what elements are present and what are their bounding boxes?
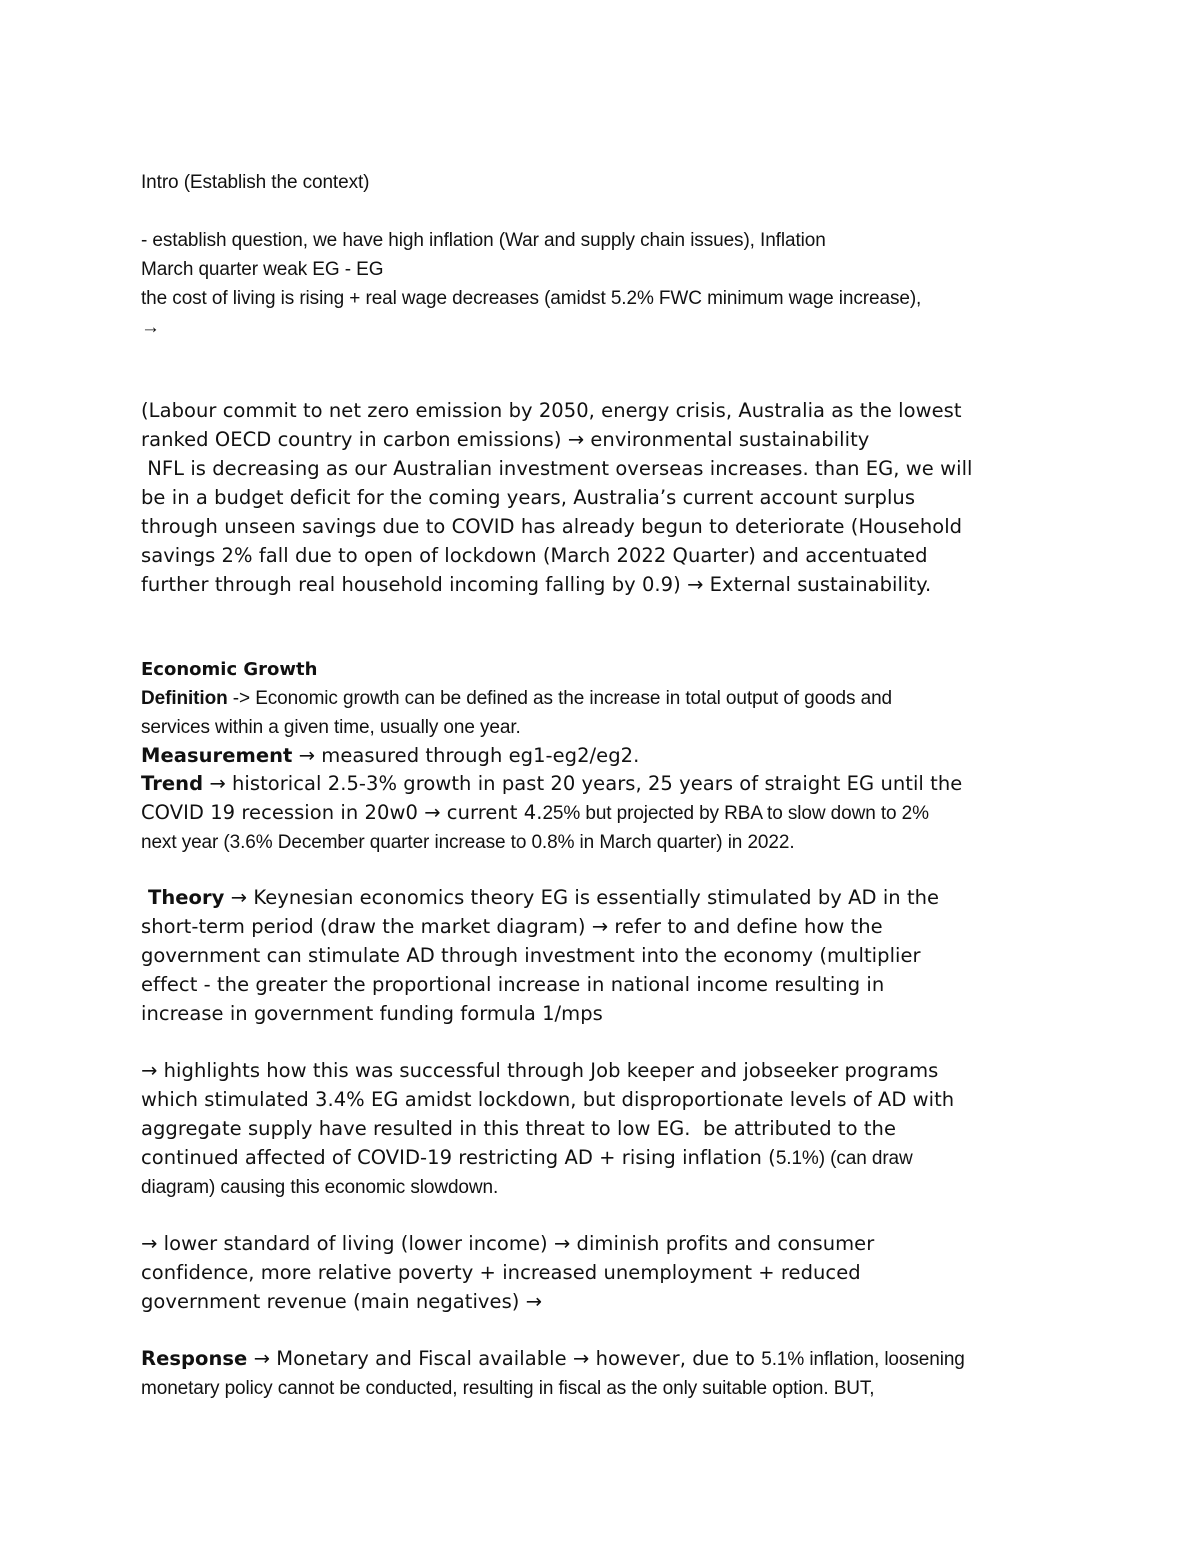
theory-paragraph: [141, 883, 1071, 1028]
context-line: NFL is decreasing as our Australian investment overseas increases. than EG, we will: [141, 457, 973, 480]
measurement-line: [141, 741, 1071, 770]
theory-line: effect - the greater the proportional increase in national income resulting in: [141, 973, 885, 996]
response-label: Response: [141, 1347, 248, 1370]
trend-line: [141, 798, 1071, 828]
measurement-label: Measurement: [141, 744, 293, 767]
theory-line: government can stimulate AD through investment into the economy (multiplier: [141, 944, 921, 967]
economic-growth-section: [141, 655, 1071, 684]
success-line: diagram) causing this economic slowdown.: [141, 1177, 499, 1198]
trend-line: [141, 769, 1071, 798]
response-text: → Monetary and Fiscal available → however, due to: [247, 1347, 762, 1370]
context-line: (Labour commit to net zero emission by 2050, energy crisis, Australia as the lowest: [141, 399, 962, 422]
context-paragraph: [141, 396, 1071, 599]
context-line: savings 2% fall due to open of lockdown (March 2022 Quarter) and accentuated: [141, 544, 928, 567]
impact-line: government revenue (main negatives) →: [141, 1290, 543, 1313]
success-paragraph: [141, 1056, 1071, 1202]
measurement-text: → measured through eg1-eg2/eg2.: [292, 744, 640, 767]
theory-line: increase in government funding formula 1/mps: [141, 1002, 603, 1025]
intro-arrow-line: →: [141, 317, 160, 338]
response-line: [141, 1344, 1071, 1374]
intro-line: - establish question, we have high inflation (War and supply chain issues), Inflation: [141, 230, 826, 251]
intro-body: [141, 226, 1071, 342]
success-line: [141, 1143, 1071, 1173]
success-line: aggregate supply have resulted in this threat to low EG. be attributed to the: [141, 1117, 896, 1140]
success-text: continued affected of COVID-19 restricting AD + rising inflation (: [141, 1146, 776, 1169]
theory-text: → Keynesian economics theory EG is essentially stimulated by AD in the: [224, 886, 940, 909]
definition-text: -> Economic growth can be defined as the increase in total output of goods and: [227, 688, 893, 709]
success-line: which stimulated 3.4% EG amidst lockdown, but disproportionate levels of AD with: [141, 1088, 955, 1111]
trend-text: 25% but projected by RBA to slow down to 2%: [542, 803, 929, 824]
trend-line: next year (3.6% December quarter increase to 0.8% in March quarter) in 2022.: [141, 832, 795, 853]
trend-text: COVID 19 recession in 20w0 → current 4.: [141, 801, 543, 824]
intro-section: [141, 168, 1071, 197]
impact-paragraph: [141, 1229, 1071, 1316]
success-text: 5.1%) (can draw: [775, 1148, 913, 1169]
trend-text: → historical 2.5-3% growth in past 20 years, 25 years of straight EG until the: [203, 772, 963, 795]
response-line: monetary policy cannot be conducted, resulting in fiscal as the only suitable option. BUT,: [141, 1378, 875, 1399]
intro-line: the cost of living is rising + real wage decreases (amidst 5.2% FWC minimum wage increase),: [141, 288, 922, 309]
trend-label: Trend: [141, 772, 204, 795]
measurement-paragraph: [141, 741, 1071, 770]
intro-line: March quarter weak EG - EG: [141, 259, 384, 280]
definition-line: [141, 684, 1071, 713]
definition-paragraph: [141, 684, 1071, 742]
impact-line: confidence, more relative poverty + increased unemployment + reduced: [141, 1261, 861, 1284]
success-line: → highlights how this was successful through Job keeper and jobseeker programs: [141, 1059, 939, 1082]
section-heading: Economic Growth: [141, 659, 318, 680]
definition-label: Definition: [141, 688, 228, 709]
theory-line: [141, 883, 1071, 912]
response-paragraph: [141, 1344, 1071, 1403]
definition-line: services within a given time, usually one year.: [141, 717, 521, 738]
impact-line: → lower standard of living (lower income) → diminish profits and consumer: [141, 1232, 875, 1255]
context-line: through unseen savings due to COVID has already begun to deteriorate (Household: [141, 515, 963, 538]
context-line: further through real household incoming falling by 0.9) → External sustainability.: [141, 573, 932, 596]
response-text: 5.1% inflation, loosening: [761, 1349, 965, 1370]
theory-line: short-term period (draw the market diagram) → refer to and define how the: [141, 915, 883, 938]
intro-heading: Intro (Establish the context): [141, 172, 370, 193]
trend-paragraph: [141, 769, 1071, 857]
context-line: be in a budget deficit for the coming years, Australia’s current account surplus: [141, 486, 916, 509]
context-line: ranked OECD country in carbon emissions) → environmental sustainability: [141, 428, 870, 451]
theory-label: Theory: [148, 886, 225, 909]
